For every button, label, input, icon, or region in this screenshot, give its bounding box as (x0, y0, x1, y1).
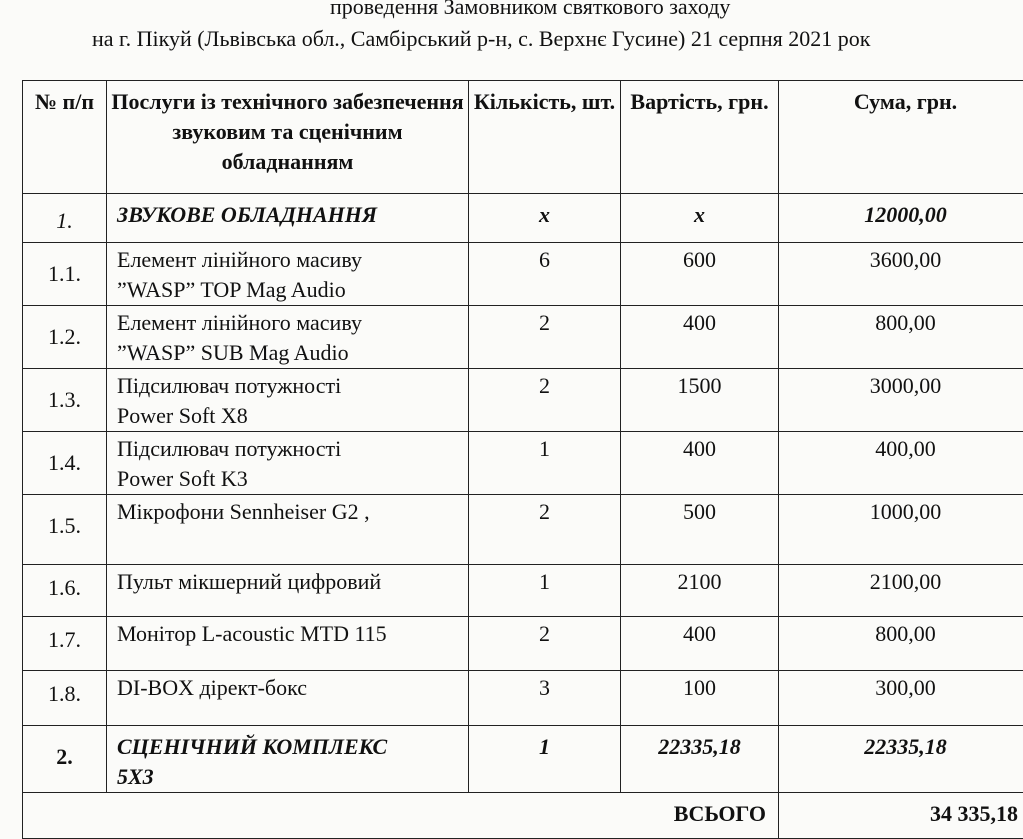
row-service (107, 617, 469, 671)
row-service (107, 243, 469, 306)
row-sum: 3600,00 (779, 243, 1023, 306)
row-service-line2: ”WASP” TOP Mag Audio (117, 275, 468, 305)
row-price: 100 (621, 671, 779, 726)
row-sum: 2100,00 (779, 565, 1023, 617)
row-number: 1.5. (23, 495, 107, 565)
total-value: 34 335,18 (779, 793, 1023, 839)
row-price: 22335,18 (621, 726, 779, 793)
table-row (23, 617, 1023, 671)
row-number: 1.8. (23, 671, 107, 726)
col-header-price: Вартість, грн. (621, 81, 779, 194)
row-service-line2: ”WASP” SUB Mag Audio (117, 338, 468, 368)
row-service-line1: Пульт мікшерний цифровий (117, 567, 468, 597)
row-service (107, 495, 469, 565)
section-title-line2: 5Х3 (117, 762, 468, 792)
row-sum: 1000,00 (779, 495, 1023, 565)
table-row (23, 671, 1023, 726)
row-number: 1.1. (23, 243, 107, 306)
row-service-line1: DI-BOX дірект-бокс (117, 673, 468, 703)
table-header-row (23, 81, 1023, 194)
row-service-line1: Елемент лінійного масиву (117, 308, 468, 338)
document-heading-line2: на г. Пікуй (Львівська обл., Самбірський р-н, с. Верхнє Гусине) 21 серпня 2021 рок (92, 26, 870, 52)
row-number: 1.3. (23, 369, 107, 432)
row-service (107, 432, 469, 495)
row-quantity: 1 (469, 432, 621, 495)
col-header-sum: Сума, грн. (779, 81, 1023, 194)
row-quantity: 3 (469, 671, 621, 726)
row-service-line2: Power Soft K3 (117, 464, 468, 494)
row-quantity: 2 (469, 495, 621, 565)
row-quantity: 6 (469, 243, 621, 306)
row-sum: 300,00 (779, 671, 1023, 726)
row-service (107, 565, 469, 617)
row-quantity: 1 (469, 565, 621, 617)
section-title (107, 726, 469, 793)
row-sum: 22335,18 (779, 726, 1023, 793)
row-price: 500 (621, 495, 779, 565)
row-number: 1.4. (23, 432, 107, 495)
row-quantity: 1 (469, 726, 621, 793)
col-header-quantity: Кількість, шт. (469, 81, 621, 194)
table-row (23, 495, 1023, 565)
row-service (107, 671, 469, 726)
row-number: 2. (23, 726, 107, 793)
row-price: х (621, 194, 779, 243)
col-header-number: № п/п (23, 81, 107, 194)
row-service (107, 306, 469, 369)
row-number: 1. (23, 194, 107, 243)
section-title-line1: СЦЕНІЧНИЙ КОМПЛЕКС (117, 732, 468, 762)
row-service-line1: Мікрофони Sennheiser G2 , (117, 497, 468, 527)
table-row (23, 565, 1023, 617)
row-price: 2100 (621, 565, 779, 617)
col-header-services: Послуги із технічного забезпечення звуковим та сценічним обладнанням (107, 81, 469, 194)
table-row (23, 432, 1023, 495)
row-service-line1: Підсилювач потужності (117, 371, 468, 401)
row-service-line1: Підсилювач потужності (117, 434, 468, 464)
row-price: 400 (621, 432, 779, 495)
row-service-line1: Монітор L-acoustic MTD 115 (117, 619, 468, 649)
row-sum: 800,00 (779, 617, 1023, 671)
row-price: 400 (621, 306, 779, 369)
row-service (107, 369, 469, 432)
services-table (22, 80, 1023, 839)
row-sum: 12000,00 (779, 194, 1023, 243)
total-row (23, 793, 1023, 839)
row-quantity: х (469, 194, 621, 243)
section-row-stage (23, 726, 1023, 793)
row-number: 1.2. (23, 306, 107, 369)
table-row (23, 306, 1023, 369)
document-heading-line1: проведення Замовником святкового заходу (330, 0, 730, 20)
section-title: ЗВУКОВЕ ОБЛАДНАННЯ (107, 194, 469, 243)
row-quantity: 2 (469, 369, 621, 432)
row-sum: 400,00 (779, 432, 1023, 495)
row-service-line1: Елемент лінійного масиву (117, 245, 468, 275)
row-quantity: 2 (469, 306, 621, 369)
row-price: 1500 (621, 369, 779, 432)
table-row (23, 243, 1023, 306)
total-label: ВСЬОГО (23, 793, 779, 839)
row-service-line2: Power Soft X8 (117, 401, 468, 431)
row-number: 1.6. (23, 565, 107, 617)
table-row (23, 369, 1023, 432)
row-price: 600 (621, 243, 779, 306)
section-row-sound (23, 194, 1023, 243)
row-sum: 800,00 (779, 306, 1023, 369)
row-sum: 3000,00 (779, 369, 1023, 432)
row-quantity: 2 (469, 617, 621, 671)
row-number: 1.7. (23, 617, 107, 671)
row-price: 400 (621, 617, 779, 671)
